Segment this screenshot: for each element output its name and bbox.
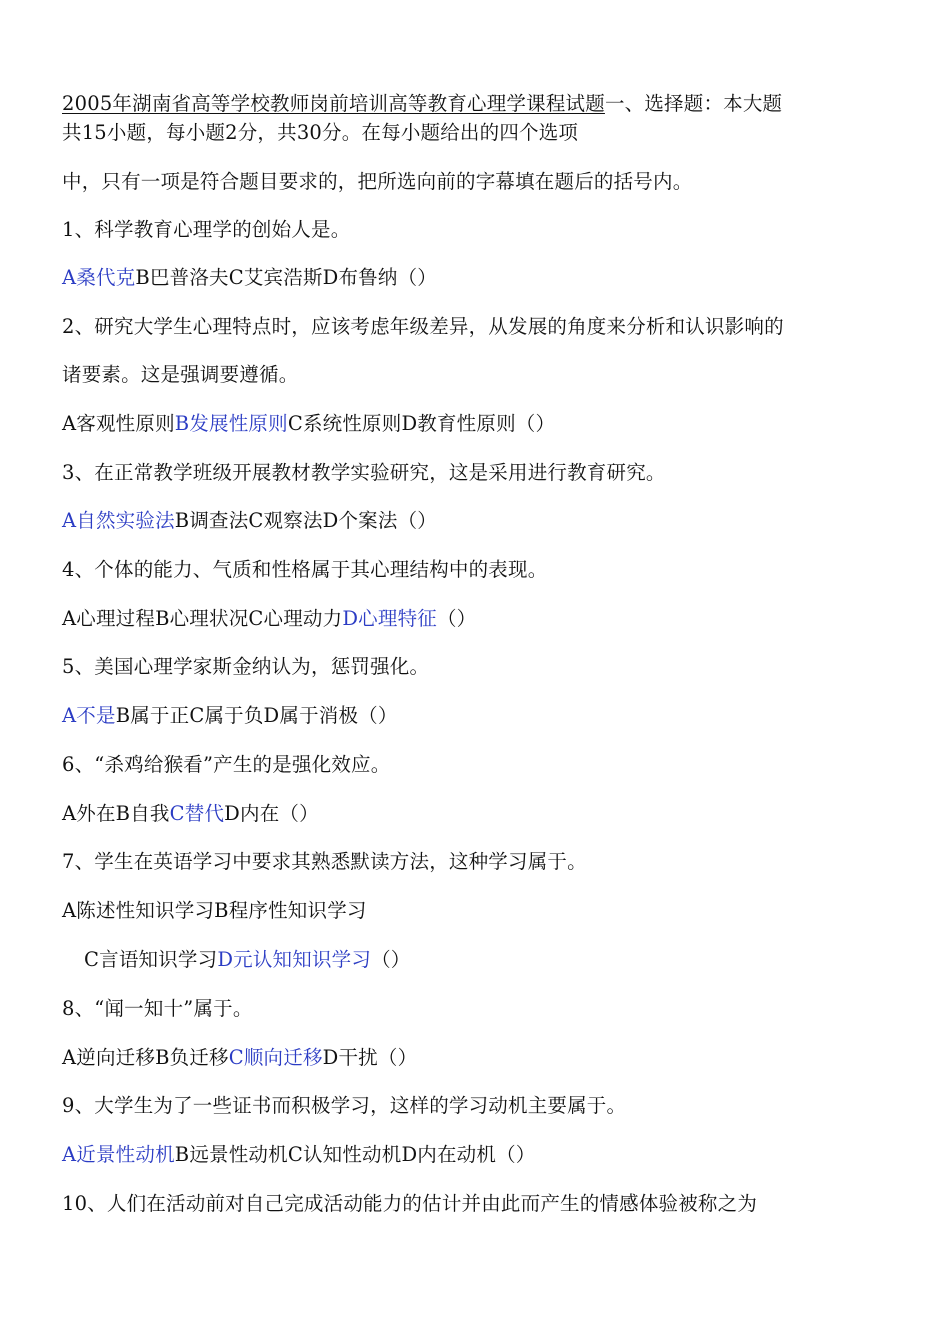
question-2-other-options: C系统性原则D教育性原则（） (287, 412, 556, 435)
question-1-other-options: B巴普洛夫C艾宾浩斯D布鲁纳（） (135, 266, 437, 289)
question-9-answer: A近景性动机 (62, 1143, 175, 1166)
intro-line-3: 中，只有一项是符合题目要求的，把所选向前的字幕填在题后的括号内。 (62, 170, 693, 193)
question-4-options (62, 607, 476, 631)
question-6-other-options: D内在（） (224, 802, 319, 825)
question-1-stem: 1、科学教育心理学的创始人是。 (62, 218, 351, 241)
question-10-stem: 10、人们在活动前对自己完成活动能力的估计并由此而产生的情感体验被称之为 (62, 1192, 758, 1215)
question-3-stem: 3、在正常教学班级开展教材教学实验研究，这是采用进行教育研究。 (62, 461, 666, 484)
question-3-answer: A自然实验法 (62, 509, 175, 532)
intro-line-2: 共15小题，每小题2分，共30分。在每小题给出的四个选项 (62, 121, 579, 144)
question-2-answer: B发展性原则 (174, 412, 288, 435)
question-9-options (62, 1143, 535, 1167)
question-3-options (62, 509, 437, 533)
document-title: 2005年湖南省高等学校教师岗前培训高等教育心理学课程试题 (62, 92, 605, 115)
question-7-answer: D元认知知识学习 (217, 948, 372, 971)
question-4-bracket: （） (436, 607, 477, 630)
question-1-options (62, 266, 437, 290)
question-4-options-abc: A心理过程B心理状况C心理动力 (62, 607, 343, 630)
question-6-answer: C替代 (169, 802, 225, 825)
question-7-stem: 7、学生在英语学习中要求其熟悉默读方法，这种学习属于。 (62, 850, 587, 873)
question-7-options-line-1: A陈述性知识学习B程序性知识学习 (62, 899, 367, 922)
question-8-other-options: D干扰（） (322, 1046, 418, 1069)
question-5-stem: 5、美国心理学家斯金纳认为，惩罚强化。 (62, 655, 430, 678)
question-6-options (62, 802, 319, 826)
question-9-stem: 9、大学生为了一些证书而积极学习，这样的学习动机主要属于。 (62, 1094, 627, 1117)
question-7-bracket: （） (371, 948, 411, 971)
question-2-option-a: A客观性原则 (62, 412, 175, 435)
question-2-stem-line-2: 诸要素。这是强调要遵循。 (62, 363, 299, 386)
question-7-option-c: C言语知识学习 (84, 948, 218, 971)
question-7-options-line-2 (62, 948, 410, 972)
question-4-stem: 4、个体的能力、气质和性格属于其心理结构中的表现。 (62, 558, 548, 581)
question-8-stem: 8、“闻一知十”属于。 (62, 997, 253, 1020)
section-heading: 一、选择题：本大题 (604, 92, 783, 115)
question-5-answer: A不是 (62, 704, 116, 727)
question-6-options-ab: A外在B自我 (62, 802, 170, 825)
question-5-other-options: B属于正C属于负D属于消极（） (115, 704, 398, 727)
question-2-stem-line-1: 2、研究大学生心理特点时，应该考虑年级差异，从发展的角度来分析和认识影响的 (62, 315, 784, 338)
question-6-stem: 6、“杀鸡给猴看”产生的是强化效应。 (62, 753, 391, 776)
question-8-options (62, 1046, 417, 1070)
intro-line-1 (62, 92, 782, 116)
question-9-other-options: B远景性动机C认知性动机D内在动机（） (174, 1143, 536, 1166)
question-4-answer: D心理特征 (342, 607, 437, 630)
question-2-options (62, 412, 555, 436)
question-1-answer: A桑代克 (62, 266, 136, 289)
question-8-answer: C顺向迁移 (228, 1046, 323, 1069)
question-3-other-options: B调查法C观察法D个案法（） (174, 509, 437, 532)
question-5-options (62, 704, 398, 728)
question-8-options-ab: A逆向迁移B负迁移 (62, 1046, 229, 1069)
